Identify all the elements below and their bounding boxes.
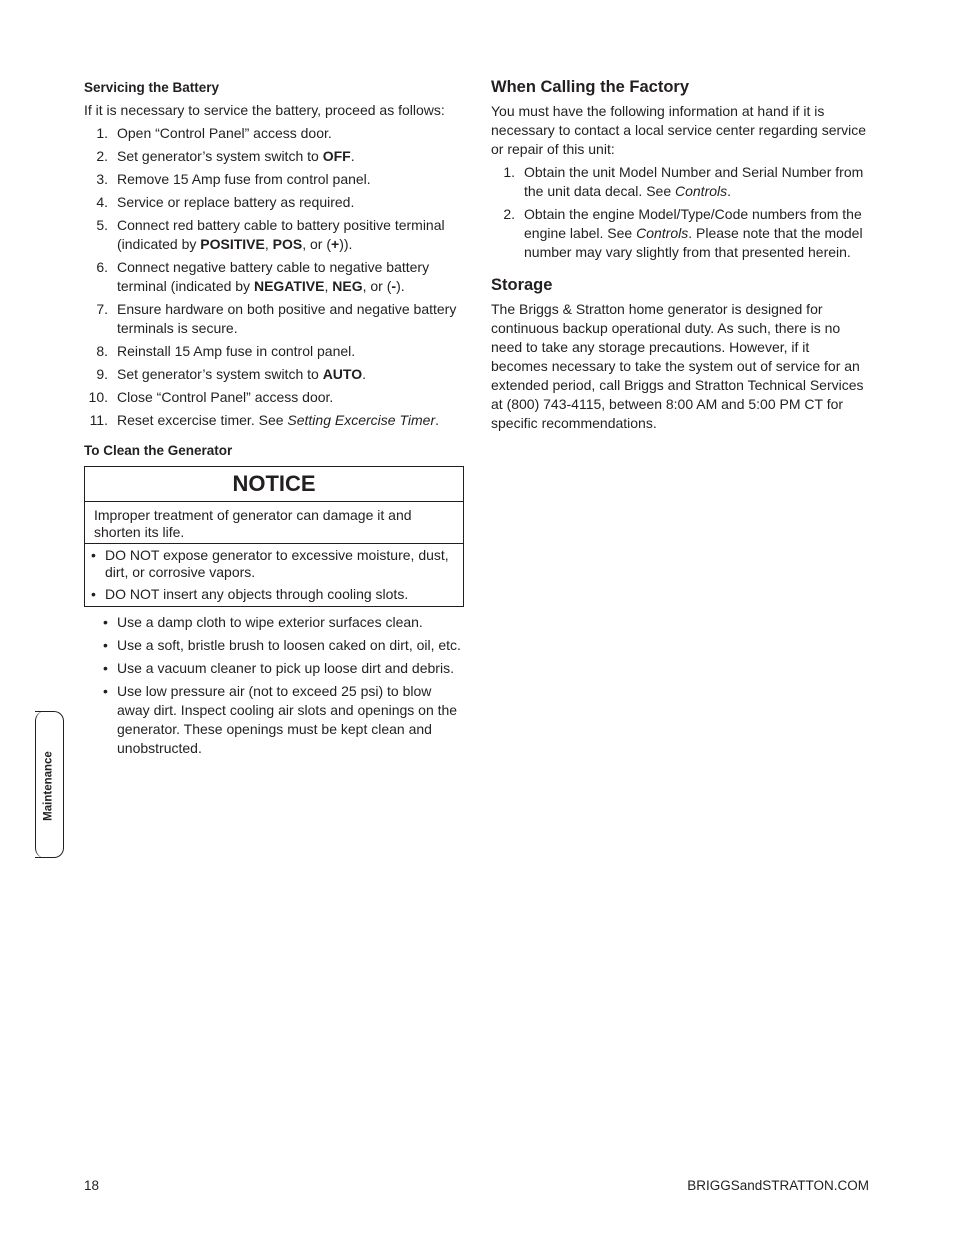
step-text: Obtain the engine Model/Type/Code numbers from the engine label. See: [524, 206, 862, 241]
step-text: , or (: [362, 278, 392, 294]
step-number: 5.: [96, 217, 108, 233]
step-text: Reset excercise timer. See: [117, 412, 288, 428]
step-number: 6.: [96, 259, 108, 275]
step-number: 7.: [96, 301, 108, 317]
step-text: .: [362, 366, 366, 382]
step-text: .: [350, 148, 355, 164]
cleaning-bullets-list: [84, 613, 464, 758]
list-item: [84, 682, 464, 758]
bullet-icon: •: [103, 637, 108, 653]
servicing-battery-intro: If it is necessary to service the battery, proceed as follows:: [84, 102, 445, 118]
step-text: , or (: [302, 236, 331, 252]
step-number: 10.: [88, 389, 108, 405]
bullet-text: Use a vacuum cleaner to pick up loose dirt and debris.: [117, 660, 454, 676]
list-item: [84, 365, 464, 384]
bullet-text: Use a soft, bristle brush to loosen caked on dirt, oil, etc.: [117, 637, 461, 653]
step-number: 9.: [96, 366, 108, 382]
step-text: .: [435, 412, 439, 428]
step-text: Obtain the unit Model Number and Serial Number from the unit data decal. See: [524, 164, 864, 199]
page-number: 18: [84, 1178, 100, 1193]
clean-generator-heading: To Clean the Generator: [84, 443, 233, 458]
list-item: [84, 193, 464, 212]
step-text: Connect red battery cable to battery positive terminal (indicated by: [117, 217, 445, 252]
factory-info-list: [491, 163, 869, 262]
list-item: [84, 258, 464, 296]
step-number: 4.: [96, 194, 108, 210]
step-number: 11.: [89, 412, 108, 428]
list-item: [84, 411, 464, 430]
step-bold-text: AUTO: [322, 366, 363, 382]
bullet-text: Use low pressure air (not to exceed 25 psi) to blow away dirt. Inspect cooling air slots and openings on the generator. These openings must be kept clean and unobstructed.: [117, 683, 458, 756]
footer-website: BRIGGSandSTRATTON.COM: [687, 1178, 869, 1193]
step-text: Remove 15 Amp fuse from control panel.: [117, 171, 371, 187]
left-column: [84, 78, 464, 762]
list-item: [84, 147, 464, 166]
bullet-icon: •: [91, 547, 96, 563]
step-text: .: [727, 183, 732, 199]
step-bold-text: OFF: [322, 148, 351, 164]
list-item: [491, 163, 869, 201]
step-text: Ensure hardware on both positive and negative battery terminals is secure.: [117, 301, 457, 336]
notice-box: [84, 466, 464, 607]
step-text: )).: [339, 236, 353, 252]
step-text: Close “Control Panel” access door.: [117, 389, 334, 405]
bullet-icon: •: [103, 614, 108, 630]
list-item: [91, 547, 457, 581]
step-bold-text: -: [391, 278, 397, 294]
step-bold-text: NEGATIVE: [253, 278, 325, 294]
bullet-icon: •: [103, 683, 108, 699]
calling-factory-intro: You must have the following information at hand if it is necessary to contact a local service center regarding service or repair of this unit:: [491, 103, 867, 157]
step-bold-text: POSITIVE: [200, 236, 265, 252]
notice-item-text: DO NOT insert any objects through cooling slots.: [105, 586, 409, 602]
list-item: [84, 636, 464, 655]
battery-steps-list: [84, 124, 464, 430]
list-item: [84, 613, 464, 632]
step-text: ).: [396, 278, 405, 294]
storage-heading: Storage: [491, 276, 553, 294]
step-number: 8.: [96, 343, 108, 359]
right-column: [491, 78, 869, 437]
notice-title: NOTICE: [85, 467, 463, 502]
step-bold-text: POS: [272, 236, 303, 252]
bullet-icon: •: [103, 660, 108, 676]
calling-factory-heading: When Calling the Factory: [491, 78, 690, 96]
step-text: Open “Control Panel” access door.: [117, 125, 332, 141]
step-bold-text: +: [331, 236, 340, 252]
step-bold-text: NEG: [332, 278, 363, 294]
side-tab-label: Maintenance: [42, 751, 55, 821]
list-item: [84, 388, 464, 407]
notice-item-text: DO NOT expose generator to excessive moisture, dust, dirt, or corrosive vapors.: [105, 547, 449, 580]
step-italic-text: Setting Excercise Timer: [287, 412, 436, 428]
list-item: [84, 216, 464, 254]
step-number: 2.: [96, 148, 108, 164]
list-item: [84, 342, 464, 361]
step-text: ,: [264, 236, 273, 252]
step-text: Connect negative battery cable to negative battery terminal (indicated by: [117, 259, 430, 294]
servicing-battery-heading: Servicing the Battery: [84, 80, 220, 95]
step-number: 2.: [503, 206, 515, 222]
step-number: 3.: [96, 171, 108, 187]
step-number: 1.: [503, 164, 515, 180]
storage-text: The Briggs & Stratton home generator is designed for continuous backup operational duty. As such, there is no need to take any storage precautions. However, if it becomes necessary to take the system out of service for an extended period, call Briggs and Stratton Technical Services at (800) 743-4115, between 8:00 AM and 5:00 PM CT for specific recommendations.: [491, 301, 864, 431]
bullet-icon: •: [91, 586, 96, 602]
step-italic-text: Controls: [675, 183, 728, 199]
step-text: Service or replace battery as required.: [117, 194, 355, 210]
step-text: ,: [324, 278, 333, 294]
step-text: . Please note that the model number may vary slightly from that presented herein.: [524, 225, 863, 260]
step-italic-text: Controls: [636, 225, 689, 241]
step-text: Set generator’s system switch to: [117, 148, 323, 164]
step-text: Reinstall 15 Amp fuse in control panel.: [117, 343, 356, 359]
list-item: [84, 124, 464, 143]
step-number: 1.: [96, 125, 108, 141]
notice-list: [85, 544, 463, 606]
list-item: [84, 170, 464, 189]
list-item: [84, 659, 464, 678]
list-item: [91, 586, 457, 603]
list-item: [84, 300, 464, 338]
notice-body: Improper treatment of generator can damage it and shorten its life.: [85, 502, 463, 544]
list-item: [491, 205, 869, 262]
step-text: Set generator’s system switch to: [117, 366, 323, 382]
bullet-text: Use a damp cloth to wipe exterior surfaces clean.: [117, 614, 423, 630]
